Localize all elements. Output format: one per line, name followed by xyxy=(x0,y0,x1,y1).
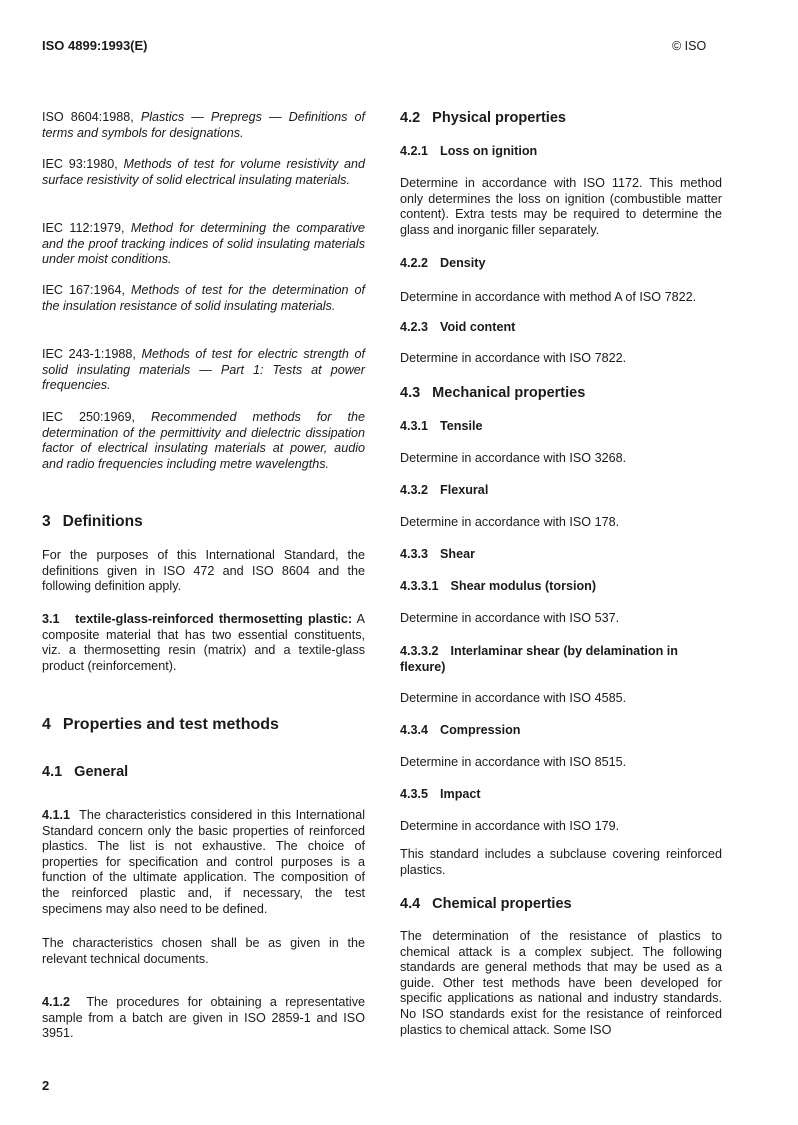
paragraph: Determine in accordance with method A of ISO 7822. xyxy=(400,290,697,304)
clause-heading: 4.3.3.1 Shear modulus (torsion) xyxy=(400,579,597,593)
reference: IEC 167:1964, Methods of test for the determination of the insulation resistance of solid insulating materials. xyxy=(42,283,365,313)
paragraph: The characteristics chosen shall be as given in the relevant technical documents. xyxy=(42,936,365,966)
paragraph: Determine in accordance with ISO 1172. This method only determines the loss on ignition (combustible matter content). Extra tests may be required to determine the glass and inorganic filler separately. xyxy=(400,176,722,237)
clause-heading: 4.2.2 Density xyxy=(400,256,486,270)
reference: IEC 250:1969, Recommended methods for the determination of the permittivity and dielectric dissipation factor of electrical insulating materials at power, audio and radio frequencies including metre wavelengths. xyxy=(42,410,365,471)
clause-heading: 4.2.1 Loss on ignition xyxy=(400,144,538,158)
clause-heading: 4.3.3.2 Interlaminar shear (by delamination in flexure) xyxy=(400,644,678,674)
document-id: ISO 4899:1993(E) xyxy=(42,38,148,53)
reference: IEC 243-1:1988, Methods of test for electric strength of solid insulating materials — Part 1: Tests at power frequencies. xyxy=(42,347,366,393)
clause-heading: 4.3.5 Impact xyxy=(400,787,481,801)
paragraph: 4.1.1 The characteristics considered in this International Standard concern only the basic properties of reinforced plastics. The list is not exhaustive. The choice of properties for specification and control purposes is a function of the ultimate application. The composition of the reinforced plastic and, if necessary, the test specimens may also need to be defined. xyxy=(42,808,365,916)
paragraph: Determine in accordance with ISO 537. xyxy=(400,611,620,625)
definition: 3.1 textile-glass-reinforced thermosetting plastic: A composite material that has two essential constituents, viz. a thermosetting resin (matrix) and a textile-glass product (reinforcement). xyxy=(42,612,365,673)
reference: IEC 112:1979, Method for determining the comparative and the proof tracking indices of solid insulating materials under moist conditions. xyxy=(42,221,365,267)
clause-heading: 4.3.4 Compression xyxy=(400,723,521,737)
paragraph: This standard includes a subclause covering reinforced plastics. xyxy=(400,847,722,877)
clause-heading: 4.3.3 Shear xyxy=(400,547,476,561)
section-heading: 3 Definitions xyxy=(42,513,143,530)
paragraph: For the purposes of this International Standard, the definitions given in ISO 472 and ISO 8604 and the following definition apply. xyxy=(42,548,365,594)
reference: IEC 93:1980, Methods of test for volume resistivity and surface resistivity of solid electrical insulating materials. xyxy=(42,157,365,187)
copyright: © ISO xyxy=(672,39,707,53)
paragraph: Determine in accordance with ISO 3268. xyxy=(400,451,627,465)
paragraph: The determination of the resistance of plastics to chemical attack is a complex subject. The following standards are general methods that may be used as a guide. Other test methods have been developed for specific applications as national and industry standards. No ISO standards exist for the resistance of reinforced plastics to chemical attack. Some ISO xyxy=(400,929,722,1037)
paragraph: Determine in accordance with ISO 7822. xyxy=(400,351,627,365)
reference: ISO 8604:1988, Plastics — Prepregs — Definitions of terms and symbols for designations. xyxy=(42,110,365,140)
subsection-heading: 4.2 Physical properties xyxy=(400,110,566,126)
section-heading: 4 Properties and test methods xyxy=(42,716,279,733)
paragraph: Determine in accordance with ISO 8515. xyxy=(400,755,627,769)
paragraph: Determine in accordance with ISO 179. xyxy=(400,819,620,833)
clause-heading: 4.2.3 Void content xyxy=(400,320,516,334)
paragraph: Determine in accordance with ISO 178. xyxy=(400,515,620,529)
clause-heading: 4.3.2 Flexural xyxy=(400,483,489,497)
subsection-heading: 4.3 Mechanical properties xyxy=(400,385,586,401)
subsection-heading: 4.1 General xyxy=(42,764,129,780)
subsection-heading: 4.4 Chemical properties xyxy=(400,896,572,912)
page-number: 2 xyxy=(42,1078,50,1093)
clause-heading: 4.3.1 Tensile xyxy=(400,419,483,433)
paragraph: Determine in accordance with ISO 4585. xyxy=(400,691,627,705)
paragraph: 4.1.2 The procedures for obtaining a representative sample from a batch are given in ISO 2859-1 and ISO 3951. xyxy=(42,995,365,1041)
